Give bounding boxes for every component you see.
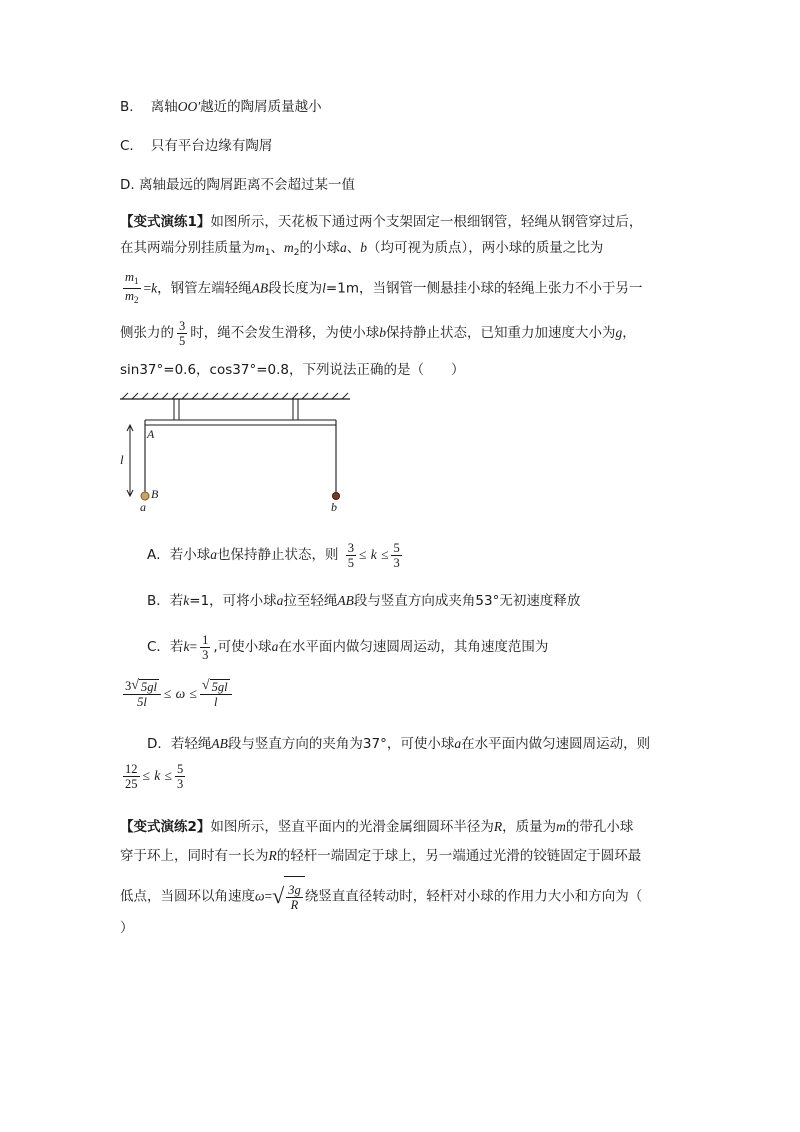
- pipe-diagram: [118, 392, 354, 514]
- ball-b: [333, 493, 340, 500]
- label-l: l: [120, 452, 124, 467]
- q1-line-3: $\frac{m_1}{m_2}$ =k，钢管左端轻绳AB段长度为l=1m，当钢管一侧悬挂小球的轻绳上张力不小于另一: [125, 270, 643, 305]
- three-fifths-fraction: $\frac{3}{5}$: [179, 318, 186, 348]
- ceiling: [120, 393, 350, 399]
- q1-option-d: D．若轻绳AB段与竖直方向的夹角为37°，可使小球a在水平面内做匀速圆周运动，则: [147, 736, 651, 752]
- q1-option-d-range: $\frac{12}{25}$ ≤ k ≤ $\frac{5}{3}$: [125, 761, 184, 791]
- label-b: b: [331, 500, 337, 514]
- option-c-prev: C. 只有平台边缘有陶屑: [120, 138, 273, 154]
- omega-upper-bound: √ 5gl l: [200, 679, 232, 710]
- label-B: B: [151, 487, 159, 501]
- q2-line-3: 低点，当圆环以角速度ω= √ $\frac{3g}{R}$ 绕竖直直径转动时，轻杆对小球的作用力大小和方向为（: [120, 876, 642, 917]
- q1-option-c-range: 3 √ 5gl 5l ≤ ω ≤ √ 5gl l: [120, 674, 235, 714]
- q1-option-b: B．若k=1，可将小球a拉至轻绳AB段与竖直方向成夹角53°无初速度释放: [147, 593, 581, 609]
- steel-pipe: [145, 420, 336, 425]
- q2-tag: 【变式演练2】: [120, 819, 211, 835]
- option-d-prev: D. 离轴最远的陶屑距离不会超过某一值: [120, 177, 355, 193]
- option-b-prev: B. 离轴OO′越近的陶屑质量越小: [120, 99, 322, 115]
- q1-option-a: A．若小球a也保持静止状态，则 $\frac{3}{5}$ ≤ k ≤ $\frac{5}{3}$: [147, 540, 400, 570]
- q1-tag: 【变式演练1】: [120, 214, 211, 230]
- omega-sqrt: √ $\frac{3g}{R}$: [272, 876, 305, 917]
- length-arrow: [127, 425, 133, 496]
- mass-ratio-fraction: $\frac{m_1}{m_2}$: [125, 270, 139, 305]
- supports: [174, 399, 298, 420]
- q1-line-2: 在其两端分别挂质量为$m_1$、$m_2$的小球a、b（均可视为质点），两小球的质量之比为: [120, 240, 604, 258]
- ropes: [145, 420, 336, 492]
- label-a: a: [140, 500, 146, 514]
- q1-line-4: 侧张力的 $\frac{3}{5}$ 时，绳不会发生滑移，为使小球b保持静止状态，已知重力加速度大小为g，: [120, 318, 636, 348]
- omega-lower-bound: 3 √ 5gl 5l: [123, 679, 161, 710]
- q1-line-1: 【变式演练1】如图所示，天花板下通过两个支架固定一根细钢管，轻绳从钢管穿过后，: [120, 214, 643, 230]
- q2-line-1: 【变式演练2】如图所示，竖直平面内的光滑金属细圆环半径为R，质量为m的带孔小球: [120, 819, 634, 835]
- q2-line-4: ）: [120, 920, 134, 936]
- q2-line-2: 穿于环上，同时有一长为R的轻杆一端固定于球上，另一端通过光滑的铰链固定于圆环最: [120, 848, 642, 864]
- label-A: A: [147, 427, 155, 441]
- q1-line-5: sin37°=0.6，cos37°=0.8，下列说法正确的是（ ）: [120, 362, 465, 378]
- ball-a: [141, 492, 149, 500]
- q1-option-c: C．若k= $\frac{1}{3}$ ,可使小球a在水平面内做匀速圆周运动，其角速度范围为: [147, 632, 549, 662]
